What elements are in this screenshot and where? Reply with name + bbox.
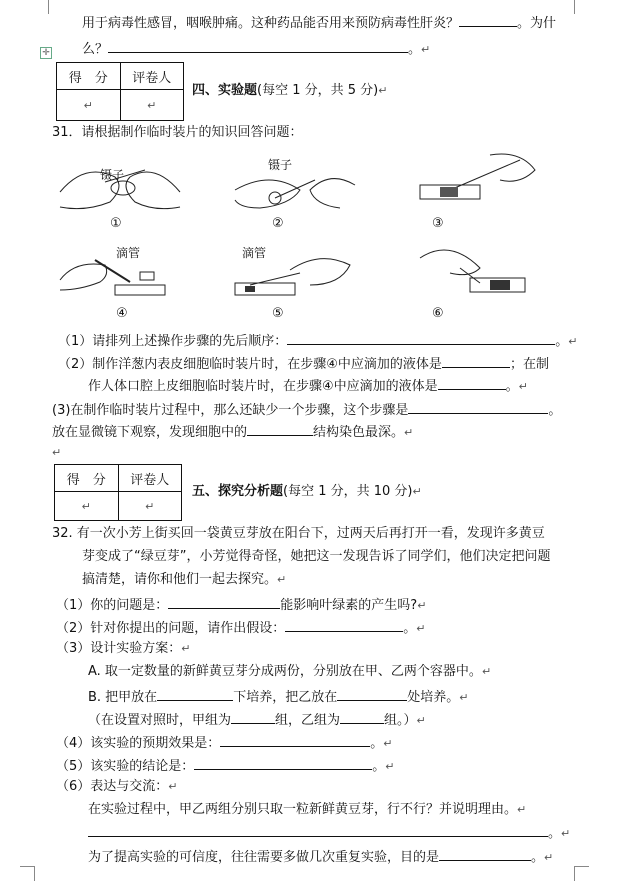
step-label-1: ① bbox=[110, 216, 122, 231]
step-6-illustration bbox=[410, 238, 540, 308]
answer-blank[interactable] bbox=[194, 755, 372, 770]
answer-blank[interactable] bbox=[168, 594, 280, 609]
grader-cell[interactable]: ↵ bbox=[120, 90, 184, 121]
q32-part-2: （2）针对你提出的问题，请作出假设： 。↵ bbox=[56, 617, 426, 638]
answer-blank[interactable] bbox=[287, 330, 555, 345]
step-label-5: ⑤ bbox=[272, 306, 284, 321]
q32-stem-line-2: 芽变成了“绿豆芽”，小芳觉得奇怪，她把这一发现告诉了同学们，他们决定把问题 bbox=[82, 549, 551, 564]
q32-part-3: （3）设计实验方案：↵ bbox=[56, 641, 191, 656]
grader-header: 评卷人 bbox=[120, 63, 184, 90]
q31-part-1: （1）请排列上述操作步骤的先后顺序： 。↵ bbox=[58, 330, 578, 351]
q32-part-3-a: A. 取一定数量的新鲜黄豆芽分成两份，分别放在甲、乙两个容器中。↵ bbox=[88, 664, 492, 679]
score-table-2 bbox=[54, 464, 182, 521]
tweezers-label-1: 镊子 bbox=[100, 168, 125, 182]
corner-mark-top-right bbox=[574, 0, 589, 14]
answer-blank[interactable] bbox=[408, 399, 548, 414]
q32-stem-line-1: 32. 有一次小芳上街买回一袋黄豆芽放在阳台下，过两天后再打开一看，发现许多黄豆 bbox=[52, 526, 545, 541]
step-label-2: ② bbox=[272, 216, 284, 231]
q32-part-6-question: 在实验过程中，甲乙两组分别只取一粒新鲜黄豆芽，行不行？并说明理由。↵ bbox=[88, 802, 527, 817]
step-label-4: ④ bbox=[116, 306, 128, 321]
answer-blank[interactable] bbox=[340, 709, 384, 724]
tweezers-label-2: 镊子 bbox=[268, 158, 293, 172]
answer-blank[interactable] bbox=[439, 846, 531, 861]
q32-part-6: （6）表达与交流：↵ bbox=[56, 779, 178, 794]
answer-blank[interactable] bbox=[285, 617, 403, 632]
step-1-illustration bbox=[55, 152, 185, 217]
section-4-heading: 四、实验题(每空 1 分，共 5 分)↵ bbox=[192, 83, 388, 98]
grader-cell[interactable]: ↵ bbox=[118, 492, 182, 521]
score-header: 得 分 bbox=[55, 465, 119, 492]
dropper-label-2: 滴管 bbox=[242, 246, 267, 260]
q32-part-3-b: B. 把甲放在 下培养，把乙放在 处培养。↵ bbox=[88, 686, 468, 707]
q31-part-2-line-2: 作人体口腔上皮细胞临时装片时，在步骤④中应滴加的液体是 。↵ bbox=[88, 375, 528, 396]
step-2-illustration bbox=[230, 160, 360, 215]
q32-part-6-answer: 。↵ bbox=[88, 822, 570, 843]
score-cell[interactable]: ↵ bbox=[57, 90, 121, 121]
answer-blank[interactable] bbox=[157, 686, 233, 701]
q32-stem-line-3: 搞清楚，请你和他们一起去探究。↵ bbox=[82, 572, 287, 587]
q31-part-3-line-2: 放在显微镜下观察，发现细胞中的 结构染色最深。↵ bbox=[52, 421, 413, 442]
q32-part-1: （1）你的问题是： 能影响叶绿素的产生吗?↵ bbox=[56, 594, 426, 615]
score-header: 得 分 bbox=[57, 63, 121, 90]
answer-blank[interactable] bbox=[247, 421, 313, 436]
corner-mark-top-left bbox=[34, 0, 49, 14]
grader-header: 评卷人 bbox=[118, 465, 182, 492]
q31-stem: 31．请根据制作临时装片的知识回答问题： bbox=[52, 125, 303, 140]
paragraph-mark: ↵ bbox=[52, 446, 62, 459]
answer-blank[interactable] bbox=[231, 709, 275, 724]
answer-blank[interactable] bbox=[337, 686, 407, 701]
q32-part-3-c: （在设置对照时，甲组为 组，乙组为 组。）↵ bbox=[88, 709, 426, 730]
corner-mark-bottom-right bbox=[574, 866, 589, 881]
q32-part-6-last: 为了提高实验的可信度，往往需要多做几次重复实验，目的是 。↵ bbox=[88, 846, 553, 867]
answer-blank[interactable] bbox=[108, 38, 408, 53]
step-3-illustration bbox=[410, 150, 540, 215]
move-handle-icon[interactable]: ✛ bbox=[40, 47, 52, 59]
answer-blank[interactable] bbox=[442, 353, 510, 368]
step-label-6: ⑥ bbox=[432, 306, 444, 321]
corner-mark-bottom-left bbox=[20, 866, 35, 881]
top-line-1: 用于病毒性感冒，咽喉肿痛。这种药品能否用来预防病毒性肝炎？ 。为什 bbox=[82, 12, 556, 33]
step-label-3: ③ bbox=[432, 216, 444, 231]
answer-blank[interactable] bbox=[459, 12, 517, 27]
answer-blank[interactable] bbox=[88, 822, 548, 837]
top-line-2: 么？ 。↵ bbox=[82, 38, 430, 59]
q31-part-3-line-1: (3)在制作临时装片过程中，那么还缺少一个步骤，这个步骤是 。 bbox=[52, 399, 561, 420]
q32-part-4: （4）该实验的预期效果是： 。↵ bbox=[56, 732, 393, 753]
score-cell[interactable]: ↵ bbox=[55, 492, 119, 521]
section-5-heading: 五、探究分析题(每空 1 分，共 10 分)↵ bbox=[192, 484, 422, 499]
dropper-label-1: 滴管 bbox=[116, 246, 141, 260]
score-table bbox=[56, 62, 184, 121]
q32-part-5: （5）该实验的结论是： 。↵ bbox=[56, 755, 395, 776]
answer-blank[interactable] bbox=[438, 375, 506, 390]
answer-blank[interactable] bbox=[220, 732, 370, 747]
q31-part-2-line-1: （2）制作洋葱内表皮细胞临时装片时，在步骤④中应滴加的液体是 ；在制 bbox=[58, 353, 549, 374]
